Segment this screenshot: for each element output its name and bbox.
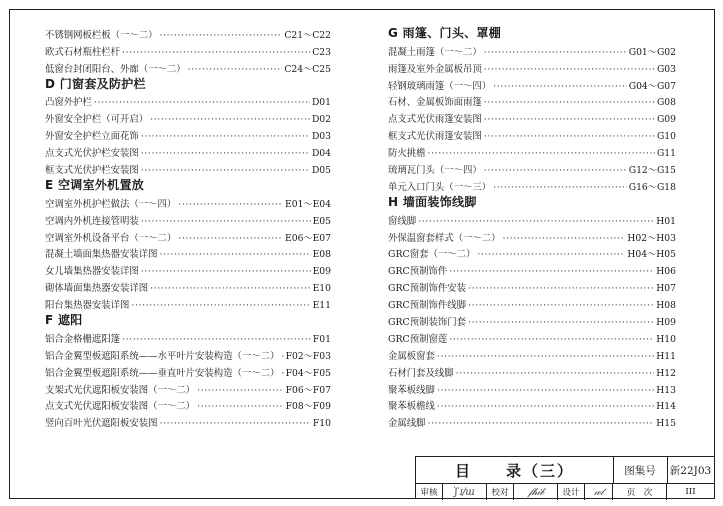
toc-entry-code: D04 — [311, 148, 331, 160]
toc-entry[interactable] — [45, 380, 331, 397]
toc-entry-title: 铝合金翼型板遮阳系统——垂直叶片安装构造（一～二） — [45, 367, 280, 379]
toc-entry[interactable] — [388, 160, 676, 177]
dot-leader — [160, 248, 311, 261]
toc-entry[interactable] — [45, 228, 331, 245]
toc-entry-code: C24～C25 — [284, 63, 331, 75]
dot-leader — [281, 350, 283, 363]
toc-entry[interactable] — [45, 397, 331, 414]
dot-leader — [160, 29, 283, 42]
toc-entry-title: 聚苯板檐线 — [388, 401, 435, 413]
toc-entry-title: 砌体墙面集热器安装详图 — [45, 283, 149, 295]
toc-entry[interactable] — [388, 312, 676, 329]
toc-entry[interactable] — [45, 143, 331, 160]
toc-entry[interactable] — [45, 194, 331, 211]
dot-leader — [484, 96, 655, 109]
atlas-label: 图集号 — [613, 457, 668, 483]
dot-leader — [141, 147, 310, 160]
dot-leader — [437, 384, 654, 397]
toc-entry-code: H06 — [656, 266, 676, 278]
dot-leader — [428, 417, 655, 430]
toc-entry-code: D01 — [311, 97, 331, 109]
toc-entry-title: 框支式光伏护栏安装图 — [45, 165, 139, 177]
title-block-title — [416, 457, 614, 483]
toc-entry[interactable] — [45, 295, 331, 312]
dot-leader — [468, 282, 654, 295]
dot-leader — [122, 333, 311, 346]
toc-entry-code: F06～F07 — [285, 384, 331, 396]
toc-entry-code: H09 — [656, 317, 676, 329]
toc-entry-title: GRC预制窗莲 — [388, 333, 448, 345]
dot-leader — [456, 367, 655, 380]
toc-entry[interactable] — [388, 177, 676, 194]
toc-entry-title: 空调室外机设备平台（一～二） — [45, 232, 177, 244]
dot-leader — [428, 147, 655, 160]
dot-leader — [197, 384, 284, 397]
toc-entry-title: 女儿墙集热器安装详图 — [45, 266, 139, 278]
toc-entry-title: 竖向百叶光伏遮阳板安装图 — [45, 418, 158, 430]
toc-entry-code: G01～G02 — [628, 46, 676, 58]
dot-leader — [493, 80, 627, 93]
toc-entry[interactable] — [388, 295, 676, 312]
toc-entry-code: G09 — [656, 114, 676, 126]
dot-leader — [437, 400, 654, 413]
dot-leader — [141, 215, 311, 228]
toc-entry[interactable] — [388, 329, 676, 346]
toc-entry-title: 支架式光伏遮阳板安装图（一～二） — [45, 384, 196, 396]
dot-leader — [141, 164, 310, 177]
dot-leader — [484, 46, 627, 59]
toc-entry[interactable] — [388, 245, 676, 262]
dot-leader — [141, 130, 310, 143]
toc-entry-code: C23 — [312, 46, 331, 58]
toc-entry-title: 不锈钢网板栏板（一～二） — [45, 29, 158, 41]
toc-entry[interactable] — [45, 261, 331, 278]
toc-entry-code: H04～H05 — [627, 249, 676, 261]
toc-entry-code: E11 — [312, 300, 331, 312]
toc-entry-code: G03 — [656, 63, 676, 75]
toc-entry-code: G16～G18 — [628, 181, 676, 193]
toc-entry[interactable] — [45, 329, 331, 346]
toc-entry-code: E05 — [312, 215, 331, 227]
section-heading: D 门窗套及防护栏 — [45, 76, 146, 91]
toc-entry-code: D02 — [311, 114, 331, 126]
toc-entry[interactable] — [388, 126, 676, 143]
toc-entry-title: 石材门套及线脚 — [388, 367, 454, 379]
toc-entry-title: 防火挑檐 — [388, 148, 426, 160]
toc-entry-title: 低窗台封闭阳台、外廊（一～二） — [45, 63, 186, 75]
section-heading: H 墙面装饰线脚 — [388, 194, 477, 209]
toc-entry[interactable] — [45, 363, 331, 380]
toc-entry-title: GRC预制饰件安装 — [388, 283, 466, 295]
toc-entry-code: F08～F09 — [285, 401, 331, 413]
dot-leader — [477, 248, 625, 261]
toc-entry[interactable] — [45, 245, 331, 262]
toc-entry-title: 凸窗外护栏 — [45, 97, 92, 109]
toc-entry[interactable] — [388, 278, 676, 295]
toc-entry-code: F01 — [312, 333, 331, 345]
toc-entry-title: 框支式光伏雨篷安装图 — [388, 131, 482, 143]
page-number: III — [685, 487, 696, 497]
toc-entry-title: 混凝土雨篷（一～二） — [388, 46, 482, 58]
toc-entry[interactable] — [388, 346, 676, 363]
check-label: 校对 — [487, 484, 514, 500]
toc-entry[interactable] — [388, 228, 676, 245]
toc-entry[interactable] — [388, 211, 676, 228]
toc-entry[interactable] — [45, 109, 331, 126]
toc-entry-title: 铝合金格栅遮阳篷 — [45, 333, 121, 345]
dot-leader — [484, 113, 655, 126]
dot-leader — [178, 198, 283, 211]
dot-leader — [484, 164, 627, 177]
toc-entry-title: 石材、金属板饰面雨篷 — [388, 97, 482, 109]
toc-entry-title: GRC预制饰件线脚 — [388, 300, 466, 312]
toc-entry[interactable] — [388, 380, 676, 397]
toc-entry-title: 空调内外机连接管明装 — [45, 215, 139, 227]
toc-entry[interactable] — [388, 413, 676, 430]
check-signature: 𝒻𝒽𝒾𝒷 — [514, 484, 558, 500]
toc-entry-title: 琉璃瓦门头（一～四） — [388, 165, 482, 177]
toc-entry-code: G10 — [656, 131, 676, 143]
atlas-number: 新22J03 — [669, 464, 712, 477]
toc-entry[interactable] — [388, 42, 676, 59]
toc-entry[interactable] — [45, 93, 331, 110]
toc-entry-title: 阳台集热器安装详图 — [45, 300, 130, 312]
toc-entry-title: 铝合金翼型板遮阳系统——水平叶片安装构造（一～二） — [45, 350, 280, 362]
dot-leader — [141, 265, 311, 278]
toc-entry-code: H08 — [656, 300, 676, 312]
review-signature: ʃ̀ ɪ/ɯ — [443, 484, 487, 500]
toc-entry-title: GRC窗套（一～二） — [388, 249, 476, 261]
toc-entry-code: H12 — [656, 367, 676, 379]
toc-entry-title: GRC预制装饰门套 — [388, 317, 466, 329]
dot-leader — [437, 350, 654, 363]
dot-leader — [178, 232, 283, 245]
toc-entry[interactable] — [45, 25, 331, 42]
dot-leader — [484, 130, 655, 143]
dot-leader — [418, 215, 654, 228]
toc-entry[interactable] — [388, 93, 676, 110]
toc-entry-code: H10 — [656, 333, 676, 345]
toc-entry[interactable] — [45, 278, 331, 295]
toc-entry[interactable] — [45, 59, 331, 76]
toc-entry-code: G11 — [656, 148, 676, 160]
toc-entry-code: E01～E04 — [285, 198, 331, 210]
toc-entry[interactable] — [388, 143, 676, 160]
toc-entry-code: E06～E07 — [285, 232, 331, 244]
toc-right-column — [388, 25, 676, 430]
toc-entry-code: G12～G15 — [628, 165, 676, 177]
section-heading: E 空调室外机置放 — [45, 178, 145, 193]
toc-entry-code: H07 — [656, 283, 676, 295]
toc-entry-title: 窗线脚 — [388, 215, 417, 227]
toc-entry[interactable] — [388, 363, 676, 380]
signature-row — [416, 483, 714, 500]
toc-entry[interactable] — [45, 346, 331, 363]
toc-entry-code: D03 — [311, 131, 331, 143]
toc-entry-code: H13 — [656, 384, 676, 396]
toc-entry[interactable] — [388, 59, 676, 76]
toc-entry[interactable] — [45, 413, 331, 430]
review-label: 审核 — [416, 484, 443, 500]
toc-entry-code: G08 — [656, 97, 676, 109]
toc-entry-code: H15 — [656, 418, 676, 430]
toc-entry-title: 轻钢玻璃雨篷（一～四） — [388, 80, 492, 92]
toc-left-column — [45, 25, 331, 430]
toc-entry-title: 外窗安全护栏（可开启） — [45, 114, 149, 126]
toc-entry-code: E08 — [312, 249, 331, 261]
toc-entry-title: 外窗安全护栏立面花饰 — [45, 131, 139, 143]
toc-entry-code: F04～F05 — [285, 367, 331, 379]
dot-leader — [449, 333, 654, 346]
toc-entry-title: 外保温窗套样式（一～二） — [388, 232, 501, 244]
toc-entry-code: D05 — [311, 165, 331, 177]
toc-entry-title: 点支式光伏护栏安装图 — [45, 148, 139, 160]
page-label: 页 次 — [613, 484, 667, 500]
toc-entry-title: 混凝土墙面集热器安装详图 — [45, 249, 158, 261]
title-right-text: 录（三） — [506, 461, 575, 480]
toc-entry-title: 聚苯板线脚 — [388, 384, 435, 396]
dot-leader — [493, 181, 627, 194]
dot-leader — [122, 46, 310, 59]
toc-entry-title: 点支式光伏遮阳板安装图（一～二） — [45, 401, 196, 413]
toc-entry[interactable] — [45, 160, 331, 177]
toc-entry[interactable] — [45, 126, 331, 143]
dot-leader — [94, 96, 310, 109]
toc-entry-code: F10 — [312, 418, 331, 430]
design-signature: 𝓌𝓉 — [585, 484, 613, 500]
dot-leader — [160, 417, 311, 430]
title-left-char: 目 — [454, 461, 472, 480]
toc-entry[interactable] — [388, 261, 676, 278]
dot-leader — [150, 113, 310, 126]
toc-entry-title: 金属板窗套 — [388, 350, 435, 362]
toc-entry[interactable] — [388, 76, 676, 93]
toc-entry-code: E10 — [312, 283, 331, 295]
toc-entry-code: F02～F03 — [285, 350, 331, 362]
toc-entry-code: G04～G07 — [628, 80, 676, 92]
toc-entry[interactable] — [388, 397, 676, 414]
dot-leader — [131, 299, 310, 312]
dot-leader — [468, 299, 654, 312]
dot-leader — [484, 63, 655, 76]
dot-leader — [150, 282, 310, 295]
toc-entry-title: 欧式石材瓶柱栏杆 — [45, 46, 121, 58]
title-block — [415, 456, 715, 499]
dot-leader — [449, 265, 654, 278]
toc-entry[interactable] — [388, 109, 676, 126]
dot-leader — [503, 232, 626, 245]
toc-entry-title: 点支式光伏雨篷安装图 — [388, 114, 482, 126]
section-heading: F 遮阳 — [45, 313, 83, 328]
toc-entry-title: 金属线脚 — [388, 418, 426, 430]
toc-entry[interactable] — [45, 211, 331, 228]
section-heading: G 雨篷、门头、罩棚 — [388, 26, 502, 40]
toc-entry-title: 雨篷及室外金属板吊顶 — [388, 63, 482, 75]
toc-entry-code: H14 — [656, 401, 676, 413]
dot-leader — [188, 63, 283, 76]
toc-entry-code: H11 — [656, 350, 676, 362]
toc-entry-title: 空调室外机护栏做法（一～四） — [45, 198, 177, 210]
toc-entry-code: H02～H03 — [627, 232, 676, 244]
toc-entry-code: C21～C22 — [284, 29, 331, 41]
toc-entry-code: H01 — [656, 215, 676, 227]
toc-entry[interactable] — [45, 42, 331, 59]
dot-leader — [197, 400, 284, 413]
toc-entry-title: GRC预制饰件 — [388, 266, 448, 278]
dot-leader — [468, 316, 654, 329]
dot-leader — [281, 367, 283, 380]
toc-entry-code: E09 — [312, 266, 331, 278]
toc-entry-title: 单元入口门头（一～三） — [388, 181, 492, 193]
design-label: 设计 — [558, 484, 585, 500]
